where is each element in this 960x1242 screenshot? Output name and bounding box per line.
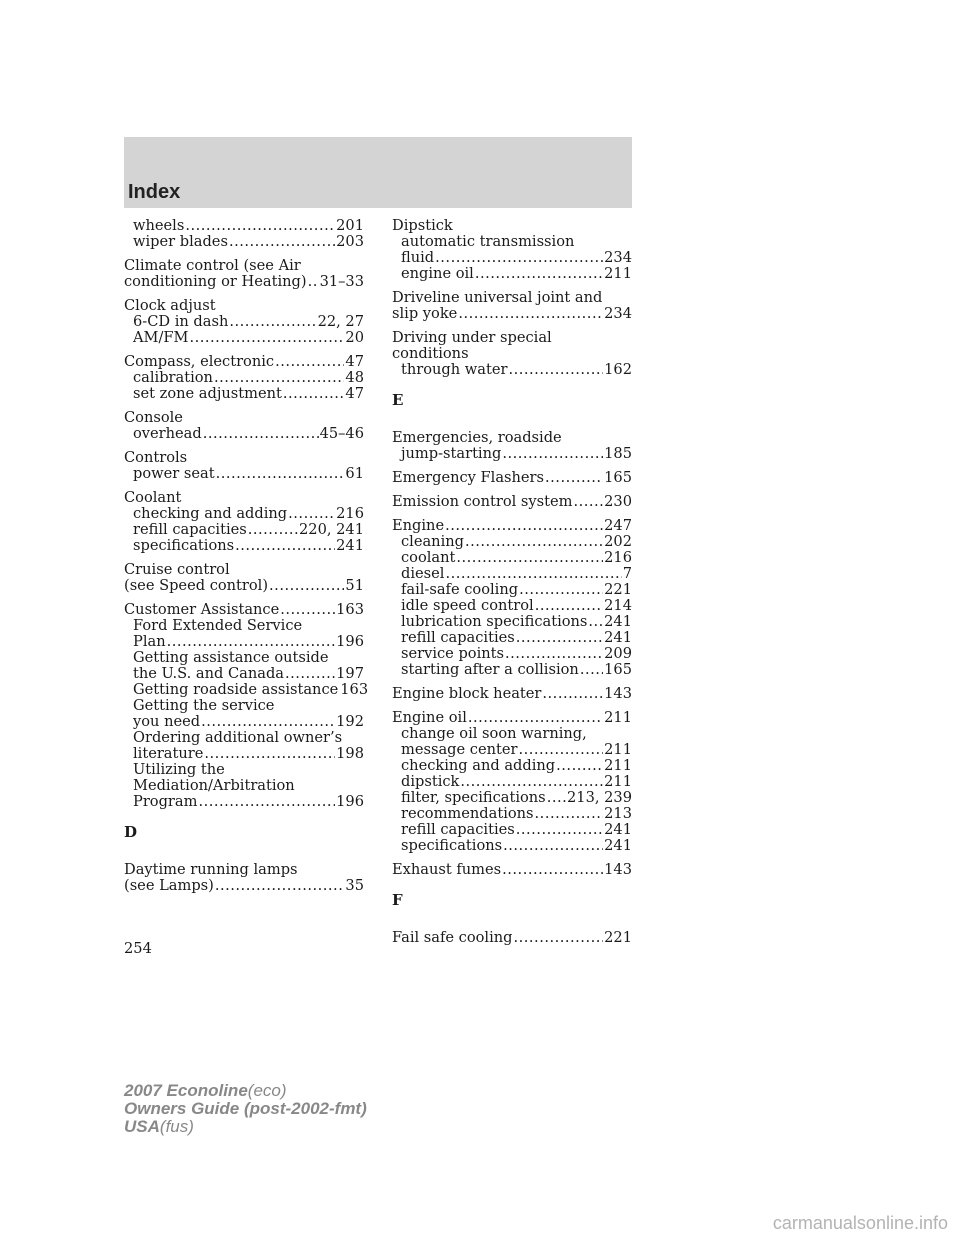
index-entry-line <box>124 410 364 426</box>
index-entry-line <box>392 346 632 362</box>
index-term: Emergencies, roadside <box>392 429 562 446</box>
index-entry-line <box>124 562 364 578</box>
dot-leader <box>288 506 335 522</box>
index-page-ref: 201 <box>336 217 364 234</box>
index-term: checking and adding <box>401 757 556 774</box>
index-page-ref: 51 <box>345 577 364 594</box>
dot-leader <box>203 426 319 442</box>
dot-leader <box>468 710 603 726</box>
index-term: starting after a collision <box>401 661 579 678</box>
dot-leader <box>248 522 298 538</box>
index-page-ref: 7 <box>622 565 632 582</box>
index-term: overhead <box>133 425 202 442</box>
dot-leader <box>516 822 603 838</box>
index-page-ref: 47 <box>345 385 364 402</box>
index-term: Controls <box>124 449 188 466</box>
index-subentry-line <box>124 330 364 346</box>
index-term: literature <box>133 745 204 762</box>
index-term: Coolant <box>124 489 182 506</box>
index-page-ref: 22, 27 <box>317 313 364 330</box>
index-entry-line <box>124 354 364 370</box>
index-page-ref: 241 <box>336 537 364 554</box>
dot-leader <box>458 306 603 322</box>
index-page-ref: 211 <box>604 265 632 282</box>
dot-leader <box>189 330 344 346</box>
index-term: fluid <box>401 249 435 266</box>
index-page-ref: 45–46 <box>319 425 364 442</box>
index-page-ref: 31–33 <box>319 273 364 290</box>
index-term: Driving under special <box>392 329 552 346</box>
dot-leader <box>475 266 603 282</box>
index-term: slip yoke <box>392 305 458 322</box>
index-entry <box>392 710 632 854</box>
index-column-left <box>124 217 369 902</box>
dot-leader <box>456 550 603 566</box>
dot-leader <box>518 742 603 758</box>
index-term: change oil soon warning, <box>401 725 587 742</box>
dot-leader <box>505 646 603 662</box>
index-page-ref: 192 <box>336 713 364 730</box>
index-entry-line <box>392 862 632 878</box>
dot-leader <box>519 582 603 598</box>
index-term: calibration <box>133 369 213 386</box>
index-subentry-line <box>392 726 632 742</box>
index-page-ref: 220, 241 <box>299 521 364 538</box>
index-entry <box>124 862 364 894</box>
dot-leader <box>580 662 603 678</box>
index-subentry-line <box>124 506 364 522</box>
dot-leader <box>573 494 603 510</box>
index-page-ref: 35 <box>345 877 364 894</box>
index-entry <box>392 686 632 702</box>
index-section-letter: D <box>124 823 138 841</box>
index-entry <box>124 490 364 554</box>
index-page-ref: 165 <box>604 661 632 678</box>
index-subentry-line <box>392 598 632 614</box>
index-page-ref: 203 <box>336 233 364 250</box>
dot-leader <box>185 218 335 234</box>
index-term: jump-starting <box>401 445 502 462</box>
index-term: Cruise control <box>124 561 230 578</box>
index-subentry-line <box>124 522 364 538</box>
index-page-ref: 211 <box>604 741 632 758</box>
index-page-ref: 221 <box>604 929 632 946</box>
index-subentry-line <box>124 218 364 234</box>
index-term: conditions <box>392 345 469 362</box>
index-subentry-line <box>124 762 364 778</box>
index-subentry-line <box>392 550 632 566</box>
index-subentry-line <box>392 742 632 758</box>
index-term: Emission control system <box>392 493 573 510</box>
index-subentry-line <box>392 614 632 630</box>
index-page-ref: 213 <box>604 805 632 822</box>
dot-leader <box>445 518 603 534</box>
index-term: Fail safe cooling <box>392 929 513 946</box>
index-page-ref: 241 <box>604 821 632 838</box>
index-entry-line <box>392 518 632 534</box>
index-term: Ordering additional owner’s <box>133 729 343 746</box>
index-entry <box>392 862 632 878</box>
index-page-ref: 211 <box>604 757 632 774</box>
index-entry <box>124 450 364 482</box>
index-page-ref: 163 <box>336 601 364 618</box>
index-page-ref: 143 <box>604 685 632 702</box>
dot-leader <box>280 602 335 618</box>
index-page-ref: 209 <box>604 645 632 662</box>
index-term: recommendations <box>401 805 534 822</box>
dot-leader <box>445 566 621 582</box>
index-entry <box>124 298 364 346</box>
index-page-ref: 214 <box>604 597 632 614</box>
index-entry-line <box>124 490 364 506</box>
index-subentry-line <box>392 790 632 806</box>
dot-leader <box>229 314 316 330</box>
index-subentry-line <box>392 758 632 774</box>
index-term: diesel <box>401 565 445 582</box>
footer-guide: Owners Guide (post-2002-fmt) <box>124 1099 367 1118</box>
index-page-ref: 241 <box>604 629 632 646</box>
index-subentry-line <box>124 426 364 442</box>
footer-market: USA <box>124 1117 160 1136</box>
index-term: through water <box>401 361 508 378</box>
index-subentry-line <box>392 250 632 266</box>
dot-leader <box>502 862 603 878</box>
index-page-ref: 234 <box>604 305 632 322</box>
page-number: 254 <box>124 940 152 957</box>
dot-leader <box>535 598 603 614</box>
index-page-ref: 202 <box>604 533 632 550</box>
index-term: refill capacities <box>401 821 515 838</box>
index-entry-line <box>124 578 364 594</box>
index-term: checking and adding <box>133 505 288 522</box>
dot-leader <box>503 838 603 854</box>
index-entry <box>124 218 364 250</box>
index-subentry-line <box>392 582 632 598</box>
index-entry-line <box>392 218 632 234</box>
index-term: wiper blades <box>133 233 228 250</box>
index-page-ref: 211 <box>604 709 632 726</box>
index-entry <box>392 330 632 378</box>
index-page-ref: 197 <box>336 665 364 682</box>
index-entry <box>392 518 632 678</box>
index-page-ref: 247 <box>604 517 632 534</box>
index-term: engine oil <box>401 265 474 282</box>
index-entry-line <box>392 306 632 322</box>
index-subentry-line <box>392 646 632 662</box>
index-subentry-line <box>392 662 632 678</box>
footer-model-code: (eco) <box>247 1081 287 1100</box>
index-entry-line <box>392 686 632 702</box>
dot-leader <box>204 746 335 762</box>
dot-leader <box>556 758 603 774</box>
index-term: service points <box>401 645 505 662</box>
index-subentry-line <box>392 266 632 282</box>
dot-leader <box>167 634 336 650</box>
index-term: filter, specifications <box>401 789 546 806</box>
index-term: Getting roadside assistance <box>133 681 339 698</box>
dot-leader <box>229 234 335 250</box>
index-subentry-line <box>392 362 632 378</box>
index-subentry-line <box>392 234 632 250</box>
index-page-ref: 48 <box>345 369 364 386</box>
index-term: refill capacities <box>401 629 515 646</box>
index-subentry-line <box>392 534 632 550</box>
dot-leader <box>269 578 344 594</box>
index-term: Engine block heater <box>392 685 542 702</box>
index-term: Compass, electronic <box>124 353 275 370</box>
index-term: you need <box>133 713 201 730</box>
index-header-bar <box>124 137 632 208</box>
index-term: Exhaust fumes <box>392 861 502 878</box>
index-entry-line <box>392 290 632 306</box>
index-subentry-line <box>392 774 632 790</box>
index-term: idle speed control <box>401 597 534 614</box>
index-term: wheels <box>133 217 185 234</box>
index-entry <box>392 430 632 462</box>
index-term: conditioning or Heating) <box>124 273 307 290</box>
index-term: (see Lamps) <box>124 877 214 894</box>
index-page-ref: 216 <box>604 549 632 566</box>
dot-leader <box>516 630 603 646</box>
index-term: Engine <box>392 517 445 534</box>
index-page-ref: 234 <box>604 249 632 266</box>
index-term: power seat <box>133 465 215 482</box>
index-entry <box>124 601 369 810</box>
index-term: Getting the service <box>133 697 275 714</box>
index-entry-line <box>124 878 364 894</box>
index-subentry-line <box>392 446 632 462</box>
index-page-ref: 61 <box>345 465 364 482</box>
dot-leader <box>435 250 603 266</box>
index-subentry-line <box>124 634 364 650</box>
index-term: 6-CD in dash <box>133 313 229 330</box>
index-term: Mediation/Arbitration <box>133 777 295 794</box>
index-subentry-line <box>124 650 364 666</box>
dot-leader <box>542 686 603 702</box>
index-subentry-line <box>124 538 364 554</box>
index-subentry-line <box>124 314 364 330</box>
index-section-letter: F <box>392 891 403 909</box>
index-subentry-line <box>124 234 364 250</box>
index-entry-line <box>392 710 632 726</box>
index-entry-line <box>392 930 632 946</box>
dot-leader <box>283 386 345 402</box>
index-page-ref: 165 <box>604 469 632 486</box>
index-subentry-line <box>392 806 632 822</box>
index-subentry-line <box>392 566 632 582</box>
index-page-ref: 47 <box>345 353 364 370</box>
index-term: lubrication specifications <box>401 613 588 630</box>
dot-leader <box>308 274 319 290</box>
footer-market-code: (fus) <box>159 1117 194 1136</box>
index-page-ref: 20 <box>345 329 364 346</box>
index-subentry-line <box>124 794 364 810</box>
dot-leader <box>285 666 335 682</box>
index-subentry-line <box>124 681 369 698</box>
index-entry-line <box>392 330 632 346</box>
dot-leader <box>465 534 603 550</box>
index-entry <box>392 494 632 510</box>
index-term: coolant <box>401 549 456 566</box>
index-term: Plan <box>133 633 166 650</box>
index-term: dipstick <box>401 773 460 790</box>
index-subentry-line <box>392 822 632 838</box>
dot-leader <box>535 806 604 822</box>
index-term: specifications <box>401 837 503 854</box>
dot-leader <box>508 362 603 378</box>
index-term: Emergency Flashers <box>392 469 545 486</box>
dot-leader <box>460 774 603 790</box>
index-term: AM/FM <box>133 329 189 346</box>
dot-leader <box>215 878 345 894</box>
index-subentry-line <box>392 630 632 646</box>
index-term: Daytime running lamps <box>124 861 298 878</box>
index-entry-line <box>392 494 632 510</box>
index-term: Getting assistance outside <box>133 649 329 666</box>
index-entry-line <box>392 430 632 446</box>
index-entry <box>124 410 364 442</box>
index-entry-line <box>124 450 364 466</box>
index-entry-line <box>124 258 364 274</box>
dot-leader <box>214 370 344 386</box>
index-page-ref: 198 <box>336 745 364 762</box>
index-page-ref: 196 <box>336 633 364 650</box>
index-page-ref: 143 <box>604 861 632 878</box>
index-term: automatic transmission <box>401 233 575 250</box>
index-page-ref: 213, 239 <box>567 789 632 806</box>
index-term: set zone adjustment <box>133 385 282 402</box>
index-page-ref: 163 <box>340 681 369 698</box>
watermark: carmanualsonline.info <box>772 1213 948 1233</box>
index-section-letter: E <box>392 391 404 409</box>
index-subentry-line <box>124 466 364 482</box>
index-subentry-line <box>124 746 364 762</box>
index-entry-line <box>392 470 632 486</box>
index-term: Dipstick <box>392 217 453 234</box>
index-entry <box>124 258 364 290</box>
index-subentry-line <box>124 698 364 714</box>
index-page-ref: 216 <box>336 505 364 522</box>
index-entry <box>392 290 632 322</box>
dot-leader <box>216 466 345 482</box>
dot-leader <box>201 714 335 730</box>
dot-leader <box>198 794 335 810</box>
index-entry <box>392 218 632 282</box>
index-term: Climate control (see Air <box>124 257 301 274</box>
index-page-ref: 196 <box>336 793 364 810</box>
page-title: Index <box>128 181 181 203</box>
index-term: Program <box>133 793 198 810</box>
dot-leader <box>514 930 604 946</box>
index-entry <box>392 470 632 486</box>
index-page-ref: 185 <box>604 445 632 462</box>
index-term: Engine oil <box>392 709 467 726</box>
index-page-ref: 162 <box>604 361 632 378</box>
footer-model: 2007 Econoline <box>124 1081 248 1100</box>
dot-leader <box>235 538 335 554</box>
index-subentry-line <box>124 370 364 386</box>
index-term: (see Speed control) <box>124 577 269 594</box>
index-page-ref: 230 <box>604 493 632 510</box>
index-page-ref: 221 <box>604 581 632 598</box>
index-entry <box>124 354 364 402</box>
dot-leader <box>545 470 603 486</box>
index-term: refill capacities <box>133 521 247 538</box>
index-entry-line <box>124 602 364 618</box>
index-term: Utilizing the <box>133 761 225 778</box>
index-entry-line <box>124 298 364 314</box>
index-term: Clock adjust <box>124 297 216 314</box>
index-page-ref: 241 <box>604 613 632 630</box>
index-subentry-line <box>124 666 364 682</box>
index-term: message center <box>401 741 518 758</box>
index-column-right <box>392 218 632 954</box>
index-subentry-line <box>124 778 364 794</box>
index-entry <box>124 562 364 594</box>
index-subentry-line <box>124 714 364 730</box>
dot-leader <box>588 614 603 630</box>
dot-leader <box>547 790 566 806</box>
index-subentry-line <box>124 618 364 634</box>
dot-leader <box>502 446 603 462</box>
index-subentry-line <box>124 386 364 402</box>
index-term: specifications <box>133 537 235 554</box>
index-term: Customer Assistance <box>124 601 280 618</box>
index-subentry-line <box>392 838 632 854</box>
document-footer <box>124 1082 367 1136</box>
index-term: Console <box>124 409 183 426</box>
dot-leader <box>275 354 344 370</box>
index-entry <box>392 930 632 946</box>
index-term: cleaning <box>401 533 464 550</box>
index-entry-line <box>124 274 364 290</box>
index-subentry-line <box>124 730 364 746</box>
index-page-ref: 241 <box>604 837 632 854</box>
index-entry-line <box>124 862 364 878</box>
index-term: fail-safe cooling <box>401 581 519 598</box>
index-page-ref: 211 <box>604 773 632 790</box>
index-term: the U.S. and Canada <box>133 665 284 682</box>
index-term: Ford Extended Service <box>133 617 303 634</box>
index-term: Driveline universal joint and <box>392 289 603 306</box>
